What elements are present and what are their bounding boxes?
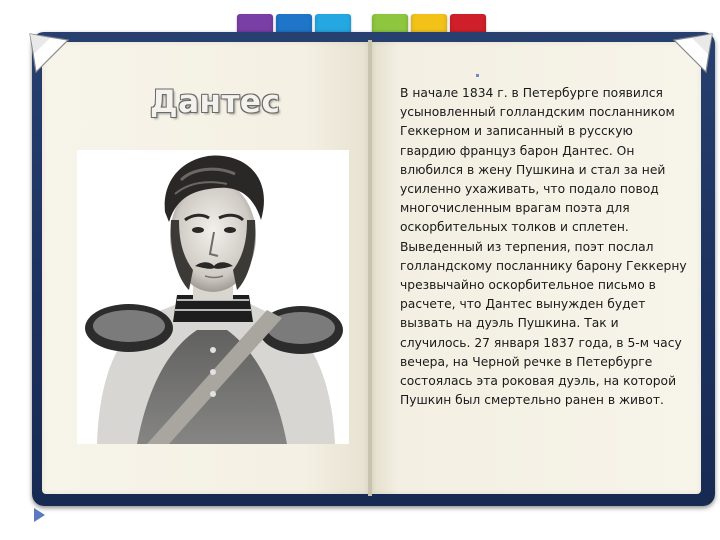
book-spine — [368, 40, 372, 496]
slide-title: Дантес — [150, 84, 281, 120]
decorative-dot — [476, 74, 479, 77]
slide-body-text: В начале 1834 г. в Петербурге появился усыновленный голландским посланником Геккерном и записанный в русскую гвардию француз барон Дантес. Он влюбился в жену Пушкина и стал за ней усиленно ухаживать, что подало повод многочисленным врагам поэта для оскорбительных толков и сплетен. Выведенный из терпения, поэт послал голландскому посланнику барону Геккерну чрезвычайно оскорбительное письмо в расчете, что Дантес вынужден будет вызвать на дуэль Пушкина. Так и случилось. 27 января 1837 года, в 5-м часу вечера, на Черной речке в Петербурге состоялась эта роковая дуэль, на которой Пушкин был смертельно ранен в живот. — [400, 86, 687, 408]
top-right-corner-icon — [672, 32, 714, 74]
top-left-corner-icon — [28, 32, 70, 74]
portrait-image — [77, 150, 349, 444]
play-triangle-icon[interactable] — [34, 508, 45, 522]
portrait-engraving-icon — [77, 150, 349, 444]
